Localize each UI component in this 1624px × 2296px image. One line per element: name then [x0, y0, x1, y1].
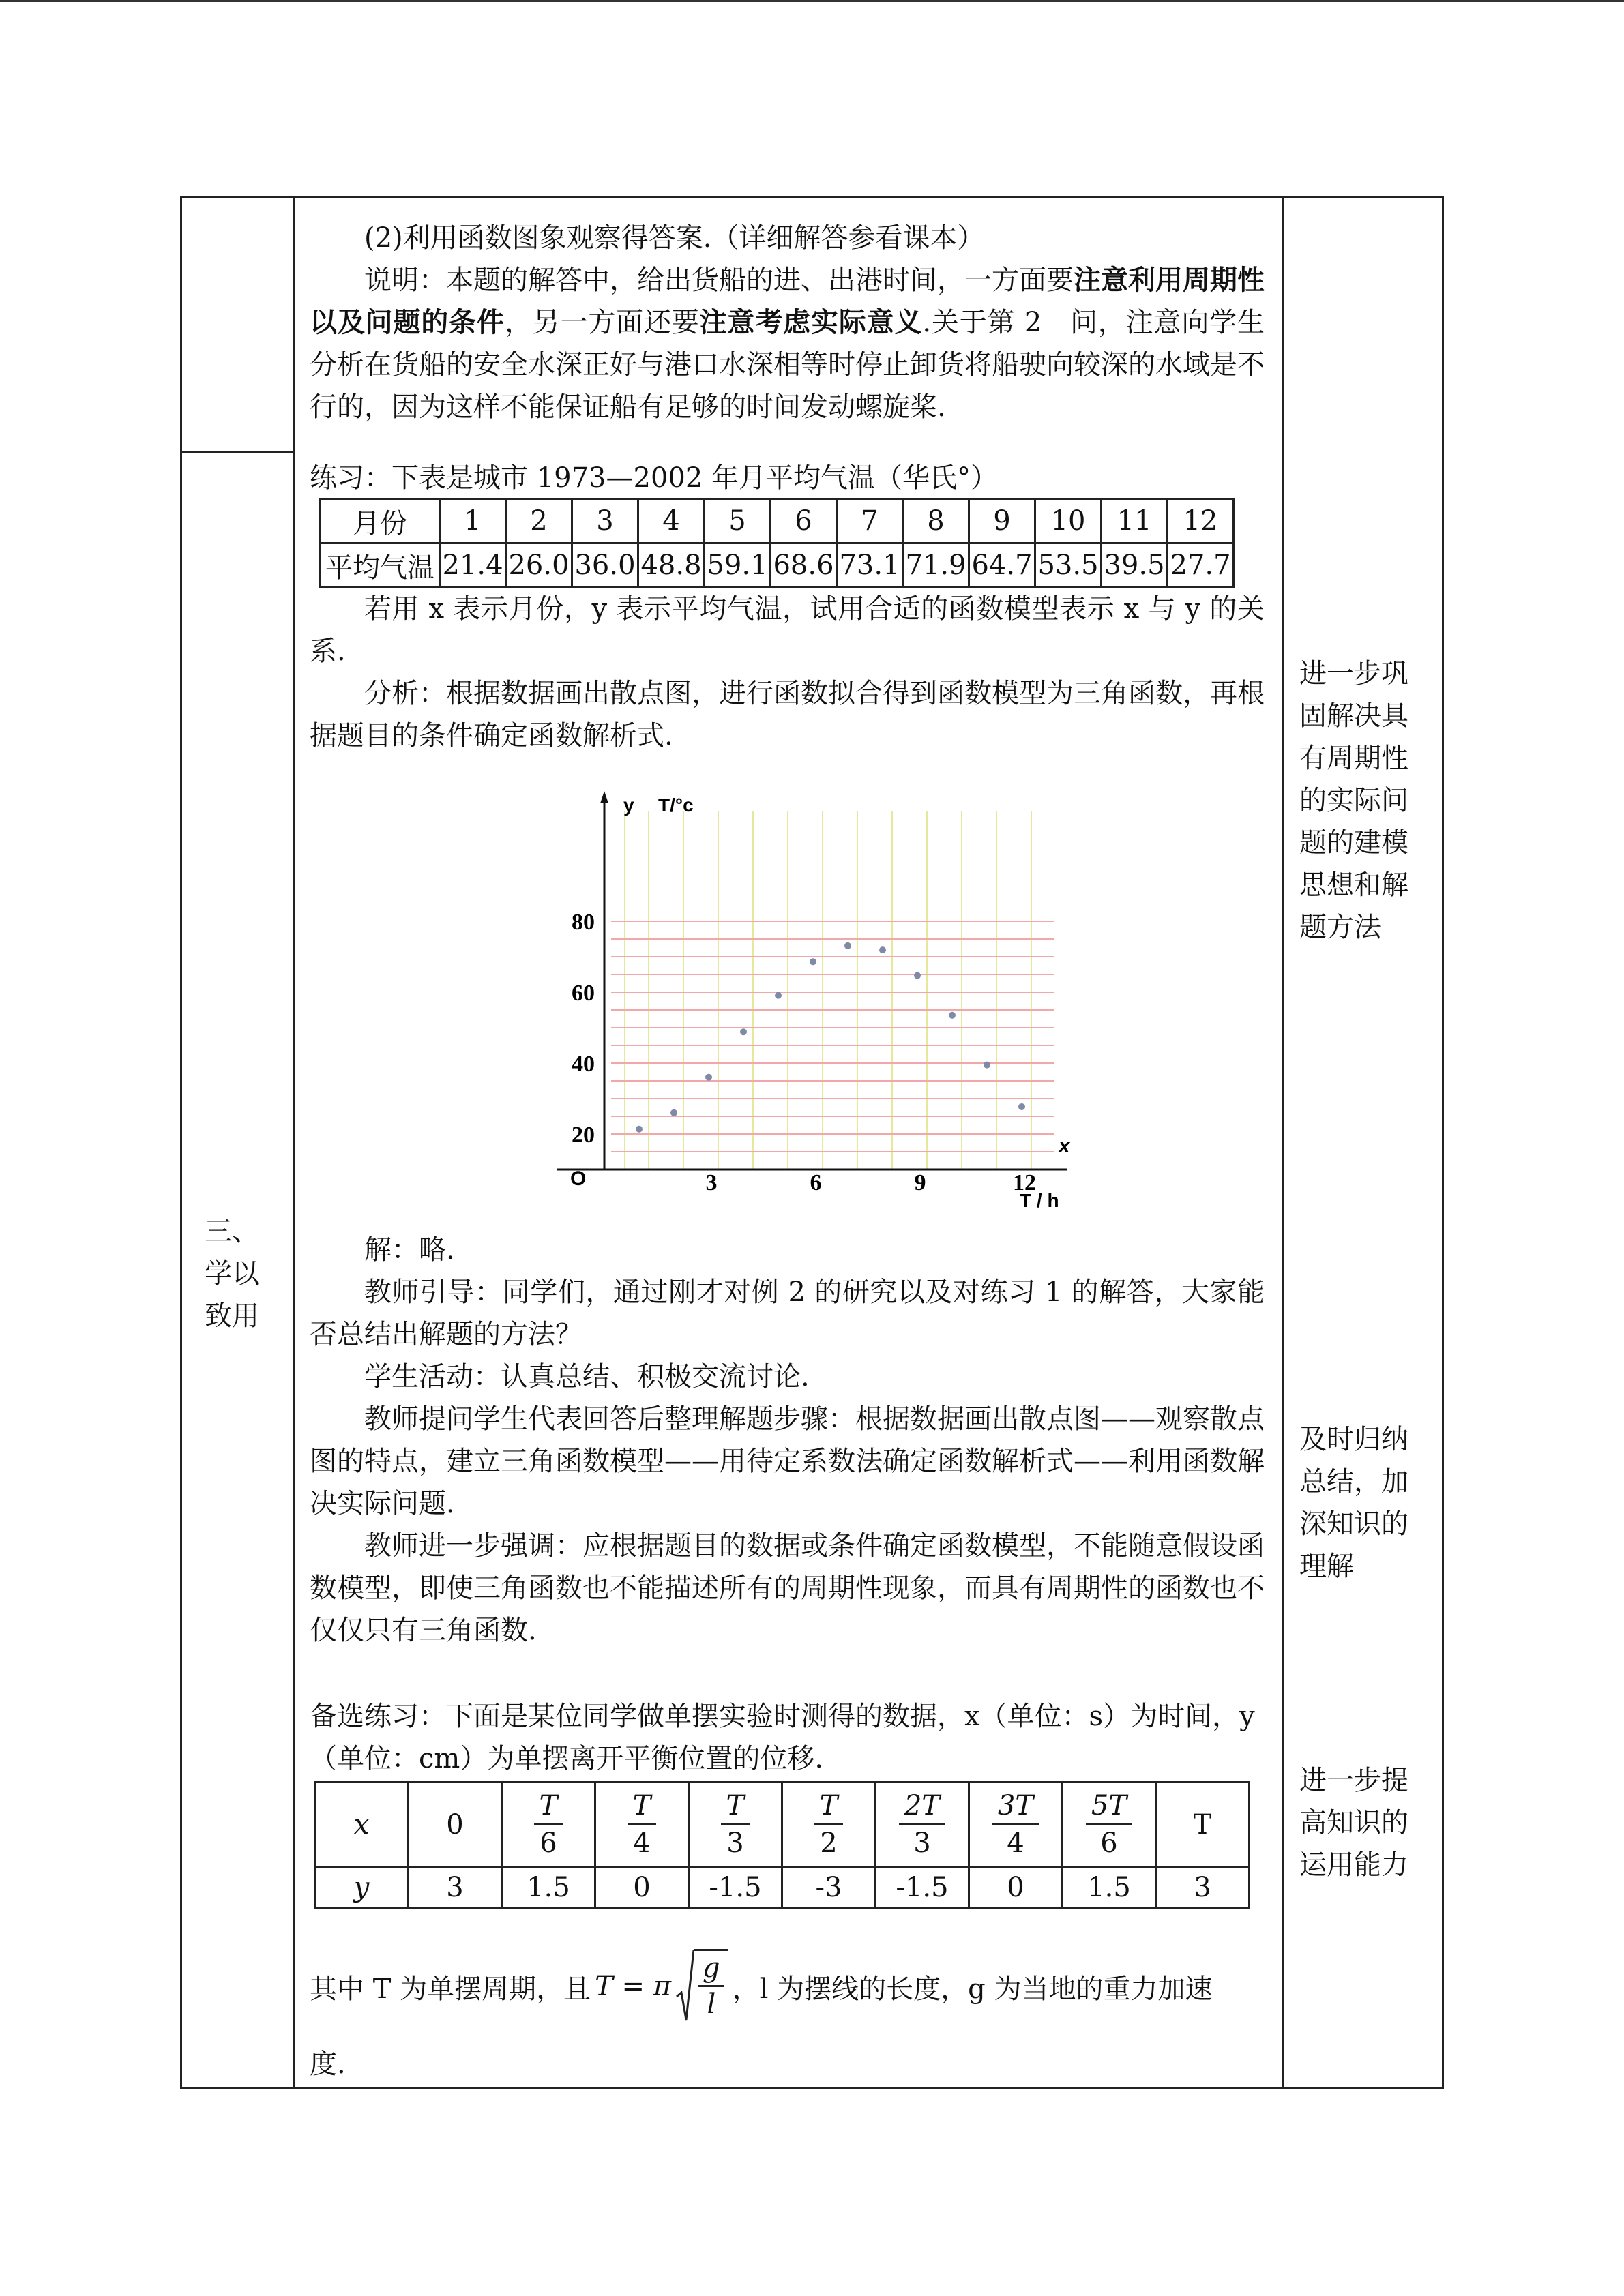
- data-point: [670, 1109, 677, 1116]
- table-cell: 53.5: [1035, 543, 1102, 588]
- fraction: [814, 1788, 844, 1861]
- table-cell: -3: [782, 1867, 876, 1908]
- fraction-numerator: T: [814, 1788, 844, 1825]
- table-header-x: x: [315, 1783, 409, 1867]
- horizontal-grid: [611, 921, 1054, 1152]
- left-column-divider: [293, 196, 295, 2089]
- intro-note: [310, 259, 1265, 428]
- table-row-temps: [321, 543, 1234, 588]
- fraction: [1086, 1788, 1132, 1861]
- table-header-month: 月份: [321, 499, 440, 543]
- y-tick-label: 20: [572, 1122, 595, 1148]
- table-cell: 11: [1102, 499, 1168, 543]
- fraction-denominator: 4: [1007, 1828, 1024, 1859]
- fraction: [534, 1788, 563, 1861]
- solution-steps: 教师提问学生代表回答后整理解题步骤：根据数据画出散点图——观察散点图的特点，建立三角函数模型——用待定系数法确定函数解析式——利用函数解决实际问题.: [310, 1403, 1265, 1519]
- y-tick-label: 80: [572, 910, 595, 935]
- period-formula-line: [310, 1949, 1212, 2024]
- temperature-scatter-chart: [546, 784, 1105, 1221]
- origin-label: O: [570, 1167, 587, 1190]
- exercise-analysis: 分析：根据数据画出散点图，进行函数拟合得到函数模型为三角函数，再根据题目的条件确定函数解析式.: [310, 678, 1265, 751]
- fraction-denominator: 6: [1100, 1828, 1118, 1859]
- optional-intro: 备选练习：下面是某位同学做单摆实验时测得的数据，x（单位：s）为时间，y（单位：cm）为单摆离开平衡位置的位移.: [310, 1701, 1255, 1774]
- note-bold-1: 注意利用周期性以及问题的条件: [310, 264, 1265, 338]
- table-cell: 68.6: [771, 543, 837, 588]
- table-cell: 36.0: [572, 543, 638, 588]
- fraction: [992, 1788, 1039, 1861]
- data-point: [775, 992, 782, 999]
- intro-block: [310, 217, 1265, 428]
- x-axis-label: x: [1059, 1135, 1070, 1157]
- x-tick-labels: [706, 1170, 1037, 1195]
- table-cell: 59.1: [705, 543, 771, 588]
- fraction-numerator: T: [534, 1788, 563, 1825]
- table-cell: 6: [771, 499, 837, 543]
- table-cell: [969, 1783, 1063, 1867]
- y-axis-label: y: [623, 794, 634, 816]
- table-cell: 1.5: [1063, 1867, 1156, 1908]
- fraction-denominator: 4: [633, 1828, 651, 1859]
- table-row-months: [321, 499, 1234, 543]
- fraction-denominator: 3: [726, 1828, 744, 1859]
- data-point: [914, 972, 921, 979]
- fraction-numerator: T: [628, 1788, 657, 1825]
- formula-suffix: ，l 为摆线的长度，g 为当地的重力加速: [732, 1973, 1213, 2005]
- note-bold-2: 注意考虑实际意义: [699, 306, 923, 338]
- table-cell: 27.7: [1168, 543, 1234, 588]
- table-cell: 21.4: [440, 543, 506, 588]
- table-cell: 12: [1168, 499, 1234, 543]
- optional-intro-block: [310, 1695, 1265, 1780]
- table-header-temp: 平均气温: [321, 543, 440, 588]
- table-cell: [502, 1783, 595, 1867]
- data-point: [949, 1012, 956, 1019]
- radical-sign-icon: [675, 1949, 694, 2024]
- formula-tail: 度.: [310, 2048, 346, 2080]
- table-cell: 1.5: [502, 1867, 595, 1908]
- fraction: [628, 1788, 657, 1861]
- data-point: [810, 958, 816, 965]
- table-cell: -1.5: [876, 1867, 969, 1908]
- intro-line: (2)利用函数图象观察得答案.（详细解答参看课本）: [364, 222, 985, 254]
- table-cell: 39.5: [1102, 543, 1168, 588]
- table-cell: [782, 1783, 876, 1867]
- table-cell: 0: [409, 1783, 502, 1867]
- square-root: [675, 1949, 728, 2024]
- table-cell: 1: [440, 499, 506, 543]
- note-text-a: 说明：本题的解答中，给出货船的进、出港时间，一方面要: [364, 265, 1074, 296]
- table-cell: 3: [409, 1867, 502, 1908]
- left-row-divider: [180, 451, 295, 453]
- y-tick-labels: [572, 910, 595, 1148]
- fraction-numerator: 3T: [992, 1788, 1039, 1825]
- table-cell: 7: [837, 499, 903, 543]
- scatter-points: [636, 942, 1025, 1133]
- exercise-question-block: [310, 588, 1265, 757]
- x-tick-label: 12: [1013, 1170, 1036, 1195]
- note-consolidate: 进一步巩固解决具有周期性的实际问题的建模思想和解题方法: [1299, 658, 1408, 943]
- table-cell: 9: [969, 499, 1035, 543]
- fraction-numerator: 5T: [1086, 1788, 1132, 1825]
- table-cell: -1.5: [689, 1867, 782, 1908]
- formula-lhs: T = π: [595, 1971, 672, 2002]
- table-cell: 5: [705, 499, 771, 543]
- table-cell: 10: [1035, 499, 1102, 543]
- y-axis-arrow-icon: [600, 791, 608, 803]
- exercise-title: [310, 457, 1265, 499]
- exercise-title-text: 练习：下表是城市 1973—2002 年月平均气温（华氏°）: [310, 462, 999, 494]
- data-point: [740, 1028, 747, 1035]
- data-point: [844, 942, 851, 949]
- note-text-d: .关于第 2 问，注意向学生分析在货船的安全水深正好与港口水深相等时停止卸货将船驶向较深的水域是不行的，因为这样不能保证船有足够的时间发动螺旋桨.: [310, 307, 1265, 423]
- table-row-y: [315, 1867, 1250, 1908]
- table-cell: [595, 1783, 689, 1867]
- table-header-y: y: [315, 1867, 409, 1908]
- x-tick-label: 6: [810, 1170, 822, 1195]
- table-cell: 8: [903, 499, 969, 543]
- right-column-divider: [1282, 196, 1284, 2089]
- discussion-block: [310, 1229, 1265, 1652]
- fraction-denominator: 3: [913, 1828, 931, 1859]
- x-axis-unit: T / h: [1020, 1190, 1059, 1211]
- y-tick-label: 60: [572, 981, 595, 1006]
- pendulum-table: [314, 1781, 1250, 1909]
- table-cell: 4: [638, 499, 705, 543]
- student-activity: 学生活动：认真总结、积极交流讨论.: [364, 1361, 810, 1392]
- table-cell: 3: [572, 499, 638, 543]
- data-point: [705, 1074, 712, 1081]
- table-cell: [1063, 1783, 1156, 1867]
- x-tick-label: 3: [705, 1170, 718, 1195]
- temperature-table: [319, 498, 1235, 588]
- table-cell: 3: [1156, 1867, 1250, 1908]
- table-cell: 71.9: [903, 543, 969, 588]
- x-tick-label: 9: [914, 1170, 926, 1195]
- fraction-numerator: 2T: [899, 1788, 945, 1825]
- table-cell: 73.1: [837, 543, 903, 588]
- y-axis-unit: T/°c: [658, 794, 694, 816]
- data-point: [1018, 1103, 1025, 1110]
- note-summarize: 及时归纳总结，加深知识的理解: [1299, 1424, 1408, 1582]
- fraction-denominator: 6: [540, 1828, 557, 1859]
- formula-tail-block: [310, 2043, 1265, 2085]
- section-label: 三、学以致用: [205, 1216, 259, 1332]
- table-cell: [876, 1783, 969, 1867]
- radicand-denominator: l: [707, 1988, 716, 2020]
- data-point: [636, 1126, 643, 1133]
- table-row-x: [315, 1783, 1250, 1867]
- radicand-numerator: g: [698, 1951, 724, 1987]
- fraction: [899, 1788, 945, 1861]
- table-cell: T: [1156, 1783, 1250, 1867]
- table-cell: 64.7: [969, 543, 1035, 588]
- table-cell: 48.8: [638, 543, 705, 588]
- data-point: [879, 946, 886, 953]
- table-cell: [689, 1783, 782, 1867]
- fraction-numerator: T: [721, 1788, 750, 1825]
- teacher-emphasis: 教师进一步强调：应根据题目的数据或条件确定函数模型，不能随意假设函数模型，即使三角函数也不能描述所有的周期性现象，而具有周期性的函数也不仅仅只有三角函数.: [310, 1530, 1265, 1646]
- formula-prefix: 其中 T 为单摆周期，且: [310, 1973, 591, 2005]
- solution-text: 解：略.: [364, 1234, 455, 1266]
- note-improve: 进一步提高知识的运用能力: [1299, 1765, 1408, 1881]
- radicand: [694, 1949, 728, 2024]
- top-border-line: [0, 0, 1624, 2]
- teacher-guide: 教师引导：同学们，通过刚才对例 2 的研究以及对练习 1 的解答，大家能否总结出解题的方法？: [310, 1277, 1265, 1350]
- fraction: [721, 1788, 750, 1861]
- table-cell: 2: [506, 499, 572, 543]
- data-point: [984, 1062, 990, 1069]
- table-cell: 0: [969, 1867, 1063, 1908]
- table-cell: 26.0: [506, 543, 572, 588]
- note-text-c: ，另一方面还要: [504, 307, 700, 338]
- y-tick-label: 40: [572, 1052, 595, 1077]
- exercise-question: 若用 x 表示月份，y 表示平均气温，试用合适的函数模型表示 x 与 y 的关系.: [310, 593, 1265, 667]
- fraction-denominator: 2: [820, 1828, 838, 1859]
- table-cell: 0: [595, 1867, 689, 1908]
